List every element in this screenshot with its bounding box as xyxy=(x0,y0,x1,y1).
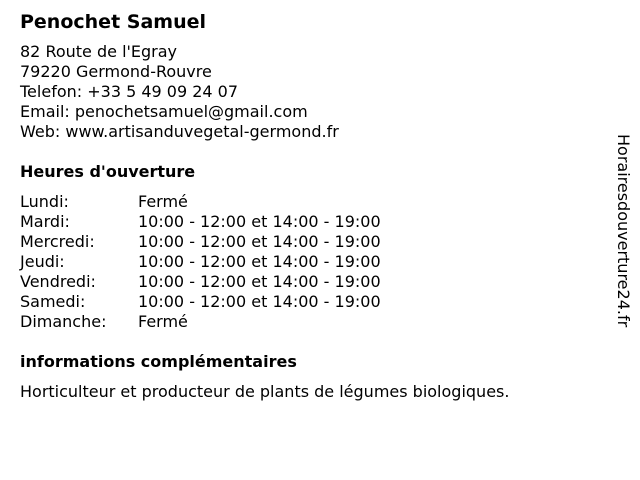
hours-row-monday xyxy=(20,192,600,212)
hours-value: 10:00 - 12:00 et 14:00 - 19:00 xyxy=(138,292,381,311)
hours-value: 10:00 - 12:00 et 14:00 - 19:00 xyxy=(138,232,381,251)
address-street: 82 Route de l'Egray xyxy=(20,42,178,61)
hours-value: 10:00 - 12:00 et 14:00 - 19:00 xyxy=(138,212,381,231)
hours-value: Fermé xyxy=(138,312,188,331)
website-link[interactable]: Web: www.artisanduvegetal-germond.fr xyxy=(20,122,339,141)
hours-row-saturday xyxy=(20,292,600,312)
phone-number[interactable]: Telefon: +33 5 49 09 24 07 xyxy=(20,82,239,101)
address-city: 79220 Germond-Rouvre xyxy=(20,62,212,81)
day-label: Lundi: xyxy=(20,192,69,211)
hours-row-wednesday xyxy=(20,232,600,252)
hours-table xyxy=(20,192,600,332)
hours-title: Heures d'ouverture xyxy=(20,162,196,181)
hours-row-friday xyxy=(20,272,600,292)
business-name: Penochet Samuel xyxy=(20,11,206,33)
email-address[interactable]: Email: penochetsamuel@gmail.com xyxy=(20,102,308,121)
info-description: Horticulteur et producteur de plants de légumes biologiques. xyxy=(20,382,510,401)
day-label: Dimanche: xyxy=(20,312,107,331)
hours-row-thursday xyxy=(20,252,600,272)
day-label: Jeudi: xyxy=(20,252,65,271)
hours-value: Fermé xyxy=(138,192,188,211)
info-title: informations complémentaires xyxy=(20,352,297,371)
hours-row-tuesday xyxy=(20,212,600,232)
day-label: Mardi: xyxy=(20,212,70,231)
day-label: Vendredi: xyxy=(20,272,96,291)
site-watermark: Horairesdouverture24.fr xyxy=(614,134,633,328)
day-label: Mercredi: xyxy=(20,232,95,251)
business-card xyxy=(20,10,600,402)
hours-value: 10:00 - 12:00 et 14:00 - 19:00 xyxy=(138,252,381,271)
hours-row-sunday xyxy=(20,312,600,332)
contact-block xyxy=(20,42,600,142)
day-label: Samedi: xyxy=(20,292,86,311)
hours-value: 10:00 - 12:00 et 14:00 - 19:00 xyxy=(138,272,381,291)
